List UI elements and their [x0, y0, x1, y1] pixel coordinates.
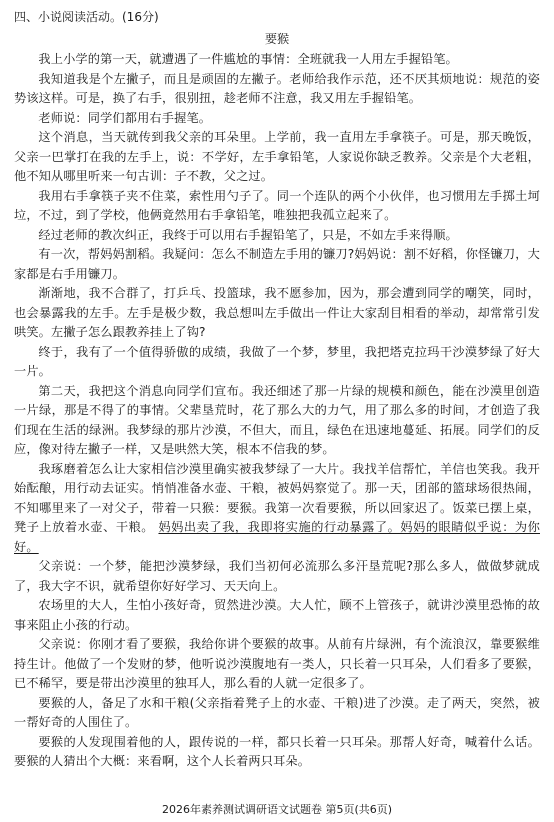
- paragraph-text: 我上小学的第一天，就遭遇了一件尴尬的事情：全班就我一人用左手握铅笔。: [38, 52, 458, 66]
- paragraph-text: 这个消息，当天就传到我父亲的耳朵里。上学前，我一直用左手拿筷子。可是，那天晚饭，父亲一巴掌打在我的左手上，说：不学好，左手拿铅笔，人家说你缺乏教养。父亲是个大老粗，他不知从哪里听来一句古训：子不教，父之过。: [14, 130, 540, 183]
- paragraph-text: 我用右手拿筷子夹不住菜，索性用勺子了。同一个连队的两个小伙伴，也习惯用左手掷土坷垃，不过，到了学校，他俩竟然用右手拿铅笔，唯独把我孤立起来了。: [14, 188, 540, 222]
- paragraph-text: 我琢磨着怎么让大家相信沙漠里确实被我梦绿了一大片。我找羊信帮忙，羊信也笑我。我开始酝酿，用行动去证实。悄悄准备水壶、干粮，被妈妈察觉了。那一天，团部的篮球场很热闹，不知哪里来了一对父子，带着一只猴：要猴。我第一次看要猴，所以回家迟了。饭菜已摆上桌，凳子上放着水壶、干粮。: [14, 461, 540, 534]
- underlined-sentence: 妈妈出卖了我，我即将实施的行动暴露了。妈妈的眼睛似乎说：为你好。: [14, 520, 540, 554]
- story-paragraph: [14, 245, 540, 284]
- paragraph-text: 要猴的人发现围着他的人，跟传说的一样，都只长着一只耳朵。那帮人好奇，喊着什么话。要猴的人猜出个大概：来看啊，这个人长着两只耳朵。: [14, 734, 540, 768]
- story-paragraph: [14, 694, 540, 733]
- story-paragraph: [14, 557, 540, 596]
- story-title: 要猴: [264, 32, 290, 46]
- paragraph-text: 终于，我有了一个值得骄傲的成绩，我做了一个梦，梦里，我把塔克拉玛干沙漠梦绿了好大一片。: [14, 344, 540, 378]
- paragraph-text: 渐渐地，我不合群了，打乒乓、投篮球，我不愿参加，因为，那会遭到同学的嘲笑，同时，也会暴露我的左手。左手是极少数，我总想叫左手做出一件让大家刮目相看的举动，却常常引发哄笑。左撇子怎么跟教养挂上了钩?: [14, 286, 540, 339]
- paragraph-text: 要猴的人，备足了水和干粮(父亲指着凳子上的水壶、干粮)进了沙漠。走了两天，突然，被一帮好奇的人围住了。: [14, 695, 540, 729]
- section-heading: 四、小说阅读活动。(16分): [14, 10, 159, 24]
- story-paragraph: [14, 226, 540, 246]
- story-paragraph: [14, 343, 540, 382]
- story-paragraph: [14, 50, 540, 70]
- story-paragraph: [14, 70, 540, 109]
- story-paragraph: [14, 109, 540, 129]
- paragraph-text: 有一次，帮妈妈割稻。我疑问：怎么不制造左手用的镰刀?妈妈说：割不好稻，你怪镰刀，大家都是右手用镰刀。: [14, 247, 540, 281]
- page-footer: 2026年素养测试调研语文试题卷 第5页(共6页): [161, 803, 393, 816]
- story-paragraph: [14, 382, 540, 460]
- story-paragraph: [14, 733, 540, 772]
- story-paragraph: [14, 128, 540, 187]
- story-paragraph: [14, 460, 540, 558]
- paragraph-text: 农场里的大人，生怕小孩好奇，贸然进沙漠。大人忙，顾不上管孩子，就讲沙漠里恐怖的故事来阻止小孩的行动。: [14, 598, 540, 632]
- paragraph-text: 老师说：同学们都用右手握笔。: [38, 110, 212, 125]
- story-paragraph: [14, 187, 540, 226]
- paragraph-text: 我知道我是个左撇子，而且是顽固的左撇子。老师给我作示范，还不厌其烦地说：规范的姿势该这样。可是，换了右手，很别扭，趁老师不注意，我又用左手握铅笔。: [14, 71, 540, 105]
- story-body: [14, 50, 540, 772]
- story-paragraph: [14, 596, 540, 635]
- paragraph-text: 父亲说：一个梦，能把沙漠梦绿，我们当初何必流那么多汗垦荒呢?那么多人，做做梦就成了，我大字不识，就希望你好好学习、天天向上。: [14, 559, 540, 593]
- paragraph-text: 父亲说：你刚才看了要猴，我给你讲个要猴的故事。从前有片绿洲，有个流浪汉，靠要猴维持生计。他做了一个发财的梦，他听说沙漠腹地有一类人，只长着一只耳朵，人们看多了要猴，已不稀罕，要是带出沙漠里的独耳人，那么看的人就一定很多了。: [14, 637, 540, 690]
- story-paragraph: [14, 284, 540, 343]
- story-paragraph: [14, 635, 540, 694]
- paragraph-text: 经过老师的教次纠正，我终于可以用右手握铅笔了，只是，不如左手来得顺。: [38, 227, 458, 242]
- paragraph-text: 第二天，我把这个消息向同学们宣布。我还细述了那一片绿的规模和颜色，能在沙漠里创造一片绿，那是不得了的事情。父辈垦荒时，花了那么大的力气，用了那么多的时间，才创造了我们现在生活的绿洲。我梦绿的那片沙漠，不但大，而且，绿色在迅速地蔓延、拓展。同学们的反应，像对待左撇子一样，又是哄然大笑，根本不信我的梦。: [14, 383, 540, 456]
